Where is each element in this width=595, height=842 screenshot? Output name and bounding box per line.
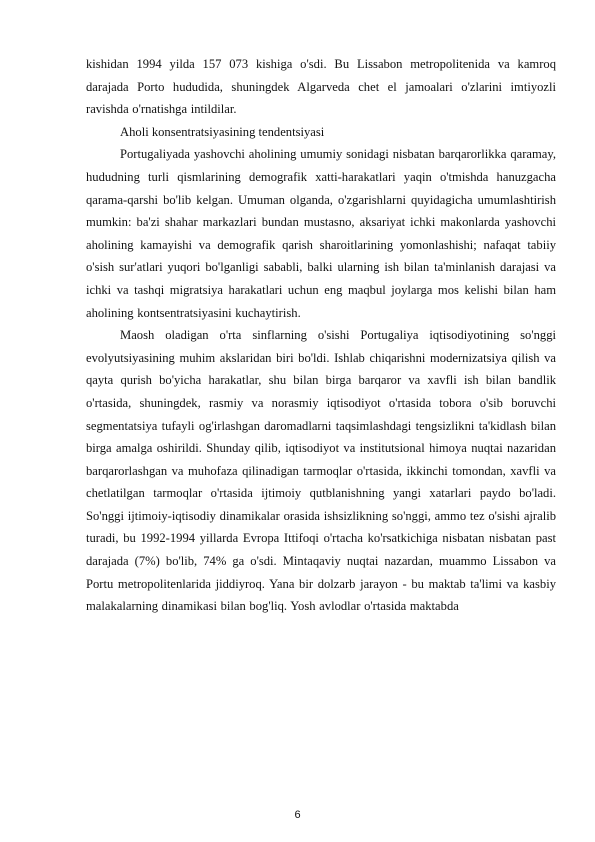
document-page	[86, 53, 556, 618]
section-heading: Aholi konsentratsiyasining tendentsiyasi	[120, 124, 325, 139]
page-number: 6	[294, 809, 301, 821]
paragraph-continuation: kishidan 1994 yilda 157 073 kishiga o'sdi. Bu Lissabon metropolitenida va kamroq darajada Porto hududida, shuningdek Algarveda chet el jamoalari o'zlarini imtiyozli ravishda o'rnatishga intildilar.	[86, 57, 556, 117]
paragraph-economy: Maosh oladigan o'rta sinflarning o'sishi Portugaliya iqtisodiyotining so'nggi evolyutsiyasining muhim akslaridan biri bo'ldi. Ishlab chiqarishni modernizatsiya qilish va qayta qurish bo'yicha harakatlar, shu bilan birga barqaror va xavfli ish bilan bandlik o'rtasida, shuningdek, rasmiy va norasmiy iqtisodiyot o'rtasida tobora o'sib boruvchi segmentatsiya tufayli og'irlashgan daromadlarni taqsimlashdagi tengsizlikni ta'kidlash bilan birga amalga oshirildi. Shunday qilib, iqtisodiyot va institutsional himoya nuqtai nazaridan barqarorlashgan va muhofaza qilinadigan tarmoqlar o'rtasida, ikkinchi tomondan, xavfli va chetlatilgan tarmoqlar o'rtasida ijtimoiy qutblanishning yangi xatarlari paydo bo'ladi. So'nggi ijtimoiy-iqtisodiy dinamikalar orasida ishsizlikning so'nggi, ammo tez o'sishi ajralib turadi, bu 1992-1994 yillarda Evropa Ittifoqi o'rtacha ko'rsatkichiga nisbatan nisbatan past darajada (7%) bo'lib, 74% ga o'sdi. Mintaqaviy nuqtai nazardan, muammo Lissabon va Portu metropolitenlarida jiddiyroq. Yana bir dolzarb jarayon - bu maktab ta'limi va kasbiy malakalarning dinamikasi bilan bog'liq. Yosh avlodlar o'rtasida maktabda	[86, 328, 556, 614]
paragraph-population-trends: Portugaliyada yashovchi aholining umumiy sonidagi nisbatan barqarorlikka qaramay, hududning turli qismlarining demografik xatti-harakatlari yaqin o'tmishda hanuzgacha qarama-qarshi bo'lib kelgan. Umuman olganda, o'zgarishlarni quyidagicha umumlashtirish mumkin: ba'zi shahar markazlari bundan mustasno, aksariyat ichki makonlarda yashovchi aholining kamayishi va demografik qarish sharoitlarining yomonlashishi; nafaqat tabiiy o'sish sur'atlari yuqori bo'lganligi sababli, balki ularning ish bilan ta'minlanish darajasi va ichki va tashqi migratsiya harakatlari uchun eng maqbul joylarga mos kelishi bilan ham aholining kontsentratsiyasini kuchaytirish.	[86, 147, 556, 320]
